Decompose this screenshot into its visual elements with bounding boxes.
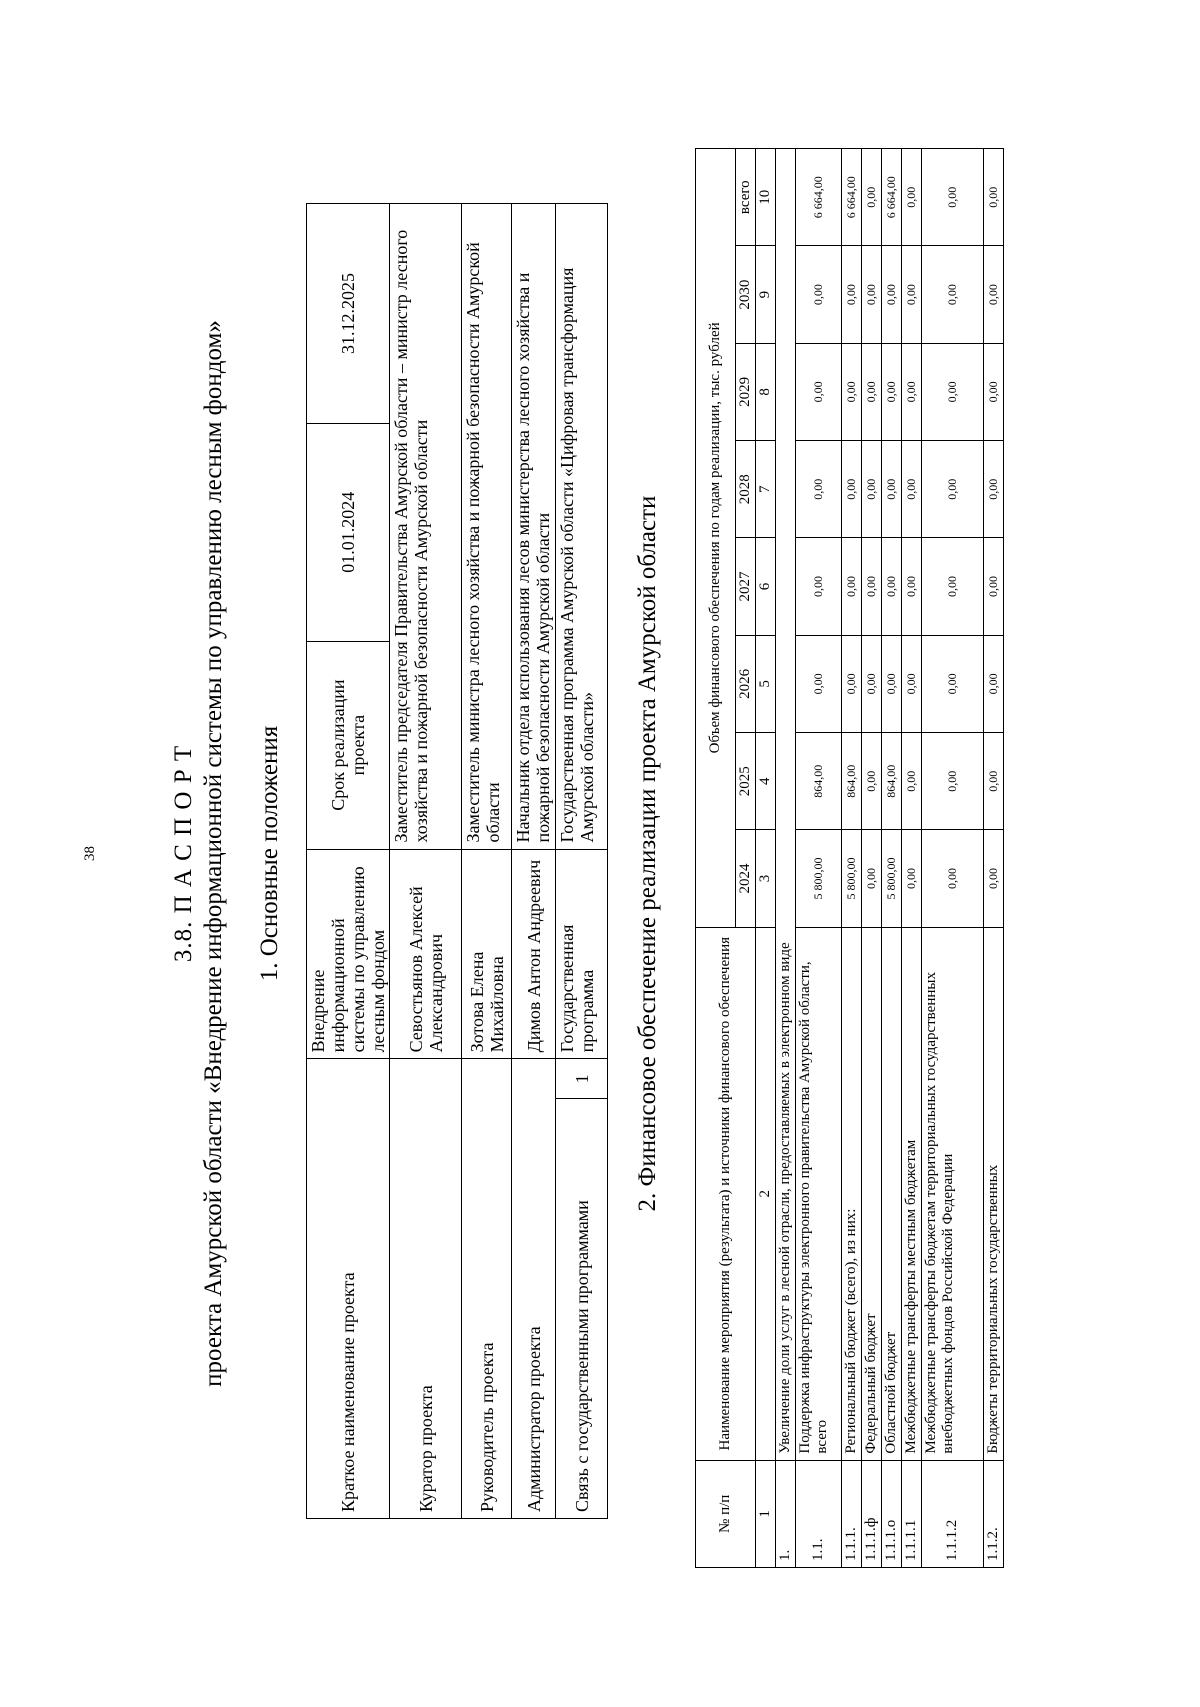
row-num: 1.1.1.о xyxy=(882,1460,902,1567)
finance-row xyxy=(902,149,922,1568)
row-value: 0,00 xyxy=(796,538,842,635)
row-value: 5 800,00 xyxy=(842,830,862,927)
row-value: 0,00 xyxy=(984,635,1004,732)
row-num: 1.1. xyxy=(796,1460,842,1567)
row-value: 0,00 xyxy=(984,538,1004,635)
link-type: Государственная программа xyxy=(556,849,608,1059)
row-value: 864,00 xyxy=(842,733,862,830)
row-value: 0,00 xyxy=(984,343,1004,440)
link-label: Связь с государственными программами xyxy=(556,1099,608,1519)
finance-row xyxy=(882,149,902,1568)
row-value: 0,00 xyxy=(842,343,862,440)
row-value: 0,00 xyxy=(862,343,882,440)
document-title: 3.8. П А С П О Р Т xyxy=(170,744,197,963)
year-header: 2029 xyxy=(736,343,756,440)
row-value: 0,00 xyxy=(902,246,922,343)
col-volume-header: Объем финансового обеспечения по годам реализации, тыс. рублей xyxy=(696,149,736,928)
row-name: Областной бюджет xyxy=(882,927,902,1460)
row-value: 0,00 xyxy=(882,538,902,635)
finance-row xyxy=(984,149,1004,1568)
row-value: 0,00 xyxy=(984,733,1004,830)
finance-row xyxy=(862,149,882,1568)
finance-row xyxy=(796,149,842,1568)
curator-label: Куратор проекта xyxy=(390,1059,462,1519)
row-value: 0,00 xyxy=(882,441,902,538)
finance-row xyxy=(842,149,862,1568)
section1-heading: 1. Основные положения xyxy=(256,725,283,982)
row-value: 0,00 xyxy=(922,635,984,732)
col-index: 3 xyxy=(756,830,776,927)
row-value: 0,00 xyxy=(902,441,922,538)
row-value: 0,00 xyxy=(902,830,922,927)
head-position: Заместитель министра лесного хозяйства и пожарной безопасности Амурской области xyxy=(462,204,512,850)
row-value: 0,00 xyxy=(862,635,882,732)
row-num: 1.1.1.1 xyxy=(902,1460,922,1567)
row-value: 0,00 xyxy=(862,538,882,635)
row-value: 0,00 xyxy=(862,830,882,927)
col-index: 10 xyxy=(756,149,776,246)
head-label: Руководитель проекта xyxy=(462,1059,512,1519)
row-value: 5 800,00 xyxy=(796,830,842,927)
row-value: 0,00 xyxy=(984,441,1004,538)
row-value: 0,00 xyxy=(902,343,922,440)
basic-info-table xyxy=(306,203,608,1519)
row-value: 864,00 xyxy=(882,733,902,830)
row-value: 0,00 xyxy=(862,733,882,830)
row-name: Бюджеты территориальных государственных xyxy=(984,927,1004,1460)
short-name-label: Краткое наименование проекта xyxy=(307,1059,390,1519)
col-index: 9 xyxy=(756,246,776,343)
year-header: 2026 xyxy=(736,635,756,732)
row-value: 0,00 xyxy=(842,635,862,732)
row-value: 0,00 xyxy=(984,149,1004,246)
term-label: Срок реализации проекта xyxy=(307,641,390,849)
row-value: 0,00 xyxy=(862,441,882,538)
col-num-header: № п/п xyxy=(696,1460,756,1567)
col-name-header: Наименование мероприятия (результата) и источники финансового обеспечения xyxy=(696,927,756,1460)
row-value: 0,00 xyxy=(922,149,984,246)
year-header: 2030 xyxy=(736,246,756,343)
curator-position: Заместитель председателя Правительства Амурской области – министр лесного хозяйства и пожарной безопасности Амурской области xyxy=(390,204,462,850)
row-value: 6 664,00 xyxy=(882,149,902,246)
row-value: 0,00 xyxy=(922,343,984,440)
year-header: 2025 xyxy=(736,733,756,830)
link-num: 1 xyxy=(556,1059,608,1099)
row-name: Региональный бюджет (всего), из них: xyxy=(842,927,862,1460)
row-value: 0,00 xyxy=(882,343,902,440)
row-value: 0,00 xyxy=(796,343,842,440)
row-value: 0,00 xyxy=(984,246,1004,343)
row-value: 0,00 xyxy=(796,441,842,538)
admin-position: Начальник отдела использования лесов министерства лесного хозяйства и пожарной безопасности Амурской области xyxy=(512,204,556,850)
section2-heading: 2. Финансовое обеспечение реализации проекта Амурской области xyxy=(634,495,661,1212)
row-name: Федеральный бюджет xyxy=(862,927,882,1460)
row-value: 0,00 xyxy=(902,538,922,635)
row-value: 864,00 xyxy=(796,733,842,830)
row-num: 1.1.2. xyxy=(984,1460,1004,1567)
row-value: 0,00 xyxy=(842,538,862,635)
row-value: 0,00 xyxy=(922,538,984,635)
row-value: 0,00 xyxy=(922,246,984,343)
row-name: Межбюджетные трансферты местным бюджетам xyxy=(902,927,922,1460)
col-index: 5 xyxy=(756,635,776,732)
row-num: 1.1.1.ф xyxy=(862,1460,882,1567)
row-name: Поддержка инфраструктуры электронного правительства Амурской области, всего xyxy=(796,927,842,1460)
row-value: 0,00 xyxy=(842,441,862,538)
row-value: 6 664,00 xyxy=(796,149,842,246)
col-index: 8 xyxy=(756,343,776,440)
row-value: 0,00 xyxy=(796,246,842,343)
row-value: 6 664,00 xyxy=(842,149,862,246)
row-value: 0,00 xyxy=(902,149,922,246)
col-index: 4 xyxy=(756,733,776,830)
row-value: 0,00 xyxy=(796,635,842,732)
admin-name: Димов Антон Андреевич xyxy=(512,849,556,1059)
document-subtitle: проекта Амурской области «Внедрение информационной системы по управлению лесным фондом» xyxy=(200,320,227,1387)
row-value: 0,00 xyxy=(922,441,984,538)
head-name: Зотова Елена Михайловна xyxy=(462,849,512,1059)
goal-num: 1. xyxy=(776,1460,796,1567)
row-value: 5 800,00 xyxy=(882,830,902,927)
row-value: 0,00 xyxy=(922,830,984,927)
row-num: 1.1.1.2 xyxy=(922,1460,984,1567)
finance-table xyxy=(695,148,1004,1568)
year-header: 2028 xyxy=(736,441,756,538)
col-index: 1 xyxy=(756,1460,776,1567)
row-num: 1.1.1. xyxy=(842,1460,862,1567)
link-value: Государственная программа Амурской области «Цифровая трансформация Амурской области» xyxy=(556,204,608,850)
col-index: 7 xyxy=(756,441,776,538)
row-value: 0,00 xyxy=(922,733,984,830)
row-value: 0,00 xyxy=(882,246,902,343)
year-header: всего xyxy=(736,149,756,246)
row-value: 0,00 xyxy=(902,635,922,732)
row-value: 0,00 xyxy=(984,830,1004,927)
col-index: 6 xyxy=(756,538,776,635)
curator-name: Севостьянов Алексей Александрович xyxy=(390,849,462,1059)
start-date: 01.01.2024 xyxy=(307,423,390,641)
admin-label: Администратор проекта xyxy=(512,1059,556,1519)
row-value: 0,00 xyxy=(862,149,882,246)
row-value: 0,00 xyxy=(882,635,902,732)
row-value: 0,00 xyxy=(862,246,882,343)
col-index: 2 xyxy=(756,927,776,1460)
row-value: 0,00 xyxy=(902,733,922,830)
finance-row xyxy=(922,149,984,1568)
row-value: 0,00 xyxy=(842,246,862,343)
page-number: 38 xyxy=(82,846,98,861)
row-name: Межбюджетные трансферты бюджетам территориальных государственных внебюджетных фондов Российской Федерации xyxy=(922,927,984,1460)
year-header: 2027 xyxy=(736,538,756,635)
short-name-value: Внедрение информационной системы по управлению лесным фондом xyxy=(307,849,390,1059)
end-date: 31.12.2025 xyxy=(307,204,390,424)
goal-text: Увеличение доли услуг в лесной отрасли, предоставляемых в электронном виде xyxy=(776,149,796,1461)
year-header: 2024 xyxy=(736,830,756,927)
